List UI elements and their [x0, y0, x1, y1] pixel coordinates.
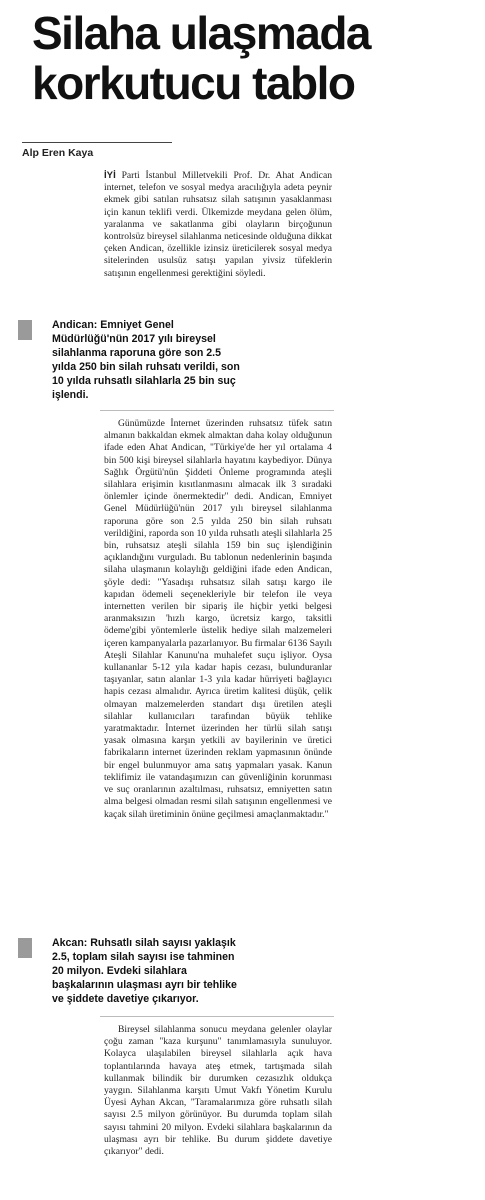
- article-lead-column: [104, 170, 332, 280]
- pull-quote-akcan: [18, 936, 336, 1006]
- pull-quote-text: Andican: Emniyet Genel Müdürlüğü'nün 2017 yılı bireysel silahlanma raporuna göre son 2.5 yılda 250 bin silah ruhsatı verildi, son 10 yılda ruhsatlı silahlarla 25 bin suç işlendi.: [52, 319, 240, 401]
- pull-quote-andican: [18, 318, 336, 402]
- pull-quote-text: Akcan: Ruhsatlı silah sayısı yaklaşık 2.5, toplam silah sayısı ise tahminen 20 milyon. Evdeki silahlara başkalarının ulaşması ayrı bir tehlike ve şiddete davetiye çıkarıyor.: [52, 937, 237, 1005]
- party-name: İYİ: [104, 170, 116, 181]
- lead-paragraph: [104, 170, 332, 280]
- body-paragraph: Günümüzde İnternet üzerinden ruhsatsız tüfek satın almanın bakkaldan ekmek almaktan daha kolay olduğunun ifade eden Ahat Andican, "Türkiye'de her yıl ortalama 4 bin 500 kişi bireysel silahlarla hayatını kaybediyor. Dünya Sağlık Örgütü'nün Şiddeti Önleme programında ateşli silahlara erişimin kısıtlanmasını almacak ilk 3 sıradaki önlemler içinde önermektedir" dedi. Andican, Emniyet Genel Müdürlüğü'nün 2017 yılı bireysel silahlanma raporuna göre son 2.5 yılda 250 bin silah ruhsatı verildiğini, raporda son 10 yılda ruhsatlı ateşli silahlarla 25 bin, ruhsatsız ateşli silahla 159 bin suç işlendiğinin açıklandığını vurguladı. Bu tablonun nedenlerinin başında silaha ulaşmanın kolaylığı geldiğini ifade eden Andican, şöyle dedi: "Yasadışı ruhsatsız silah satışı kargo ile kapıdan ödemeli seçenekleriyle bir telefon ile veya internetten verilen bir sipariş ile hiçbir yetki belgesi aranmaksızın 'hızlı kargo, ücretsiz kargo, taksitli ödeme'gibi yöntemlerle üstelik hediye silah malzemeleri içeren kampanyalarla pazarlanıyor. Bu firmalar 6136 Sayılı Ateşli Silahlar Kanunu'na muhalefet suçu işliyor. Oysa kullananlar 5-12 yıla kadar hapis cezası, bulunduranlar taşıyanlar, satın alanlar 1-3 yıla kadar hürriyeti bağlayıcı hapis cezası almalıdır. Ayrıca üretim kalitesi düşük, çelik olmayan malzemelerden standart dışı üretilen ateşli silahlar kullanıcıları tarafından büyük tehlike yaratmaktadır. İnternet üzerinden her türlü silah satışı yasak olmasına karşın yetkili av bayilerinin ve üretici fabrikaların internet üzerinden reklam yapmasının önünde bir engel bulunmuyor ama satış yapmaları yasak. Kanun teklifimiz ile vatandaşımızın can güvenliğinin korunması ve suç oranlarının azaltılması, ruhsatsız, emniyetten satın alma belgesi olmadan resmi silah satışının engellenmesi ve kaçak silah üretiminin önüne geçilmesi amaçlanmaktadır.": [104, 418, 332, 820]
- lead-text: Parti İstanbul Milletvekili Prof. Dr. Ahat Andican internet, telefon ve sosyal medya aracılığıyla adeta peynir ekmek gibi satılan ruhsatsız silah satışının yasaklanması için kanun teklifi verdi. Ülkemizde meydana gelen ölüm, yaralanma ve sakatlanma gibi olayların birçoğunun kontrolsüz bireysel silahlanma neticesinde olduğuna dikkat çeken Andican, özellikle izinsiz üreticilerek sosyal medya sitelerinden usulsüz satışı yapılan yivsiz tüfeklerin satışının engellenmesi gerektiğini söyledi.: [104, 170, 332, 279]
- closing-paragraph: Bireysel silahlanma sonucu meydana gelenler olaylar çoğu zaman "kaza kurşunu" tanımlamasıyla sunuluyor. Kolayca ulaşılabilen bireysel silahlarla açık hava toplantılarında havaya ateş etmek, tartışmada silah kullanmak bilindik bir durumken cezasızlık oldukça yaygın. Silahlanma karşıtı Umut Vakfı Yönetim Kurulu Üyesi Ayhan Akcan, "Taramalarımıza göre ruhsatlı silah sayısı 2.5 milyon görünüyor. Bu durumda toplam silah sayısı tahmini 20 milyon. Evdeki silahlara başkalarının da ulaşması ayrı bir tehlike. Bu durum şiddete davetiye çıkarıyor" dedi.: [104, 1024, 332, 1158]
- section-divider: [100, 1016, 334, 1017]
- author-byline: Alp Eren Kaya: [22, 142, 172, 159]
- pull-quote-bar: [18, 320, 32, 340]
- pull-quote-bar: [18, 938, 32, 958]
- headline: Silaha ulaşmada korkutucu tablo: [32, 7, 370, 109]
- article-body-column: [104, 418, 332, 821]
- article-closing-column: [104, 1024, 332, 1158]
- section-divider: [100, 410, 334, 411]
